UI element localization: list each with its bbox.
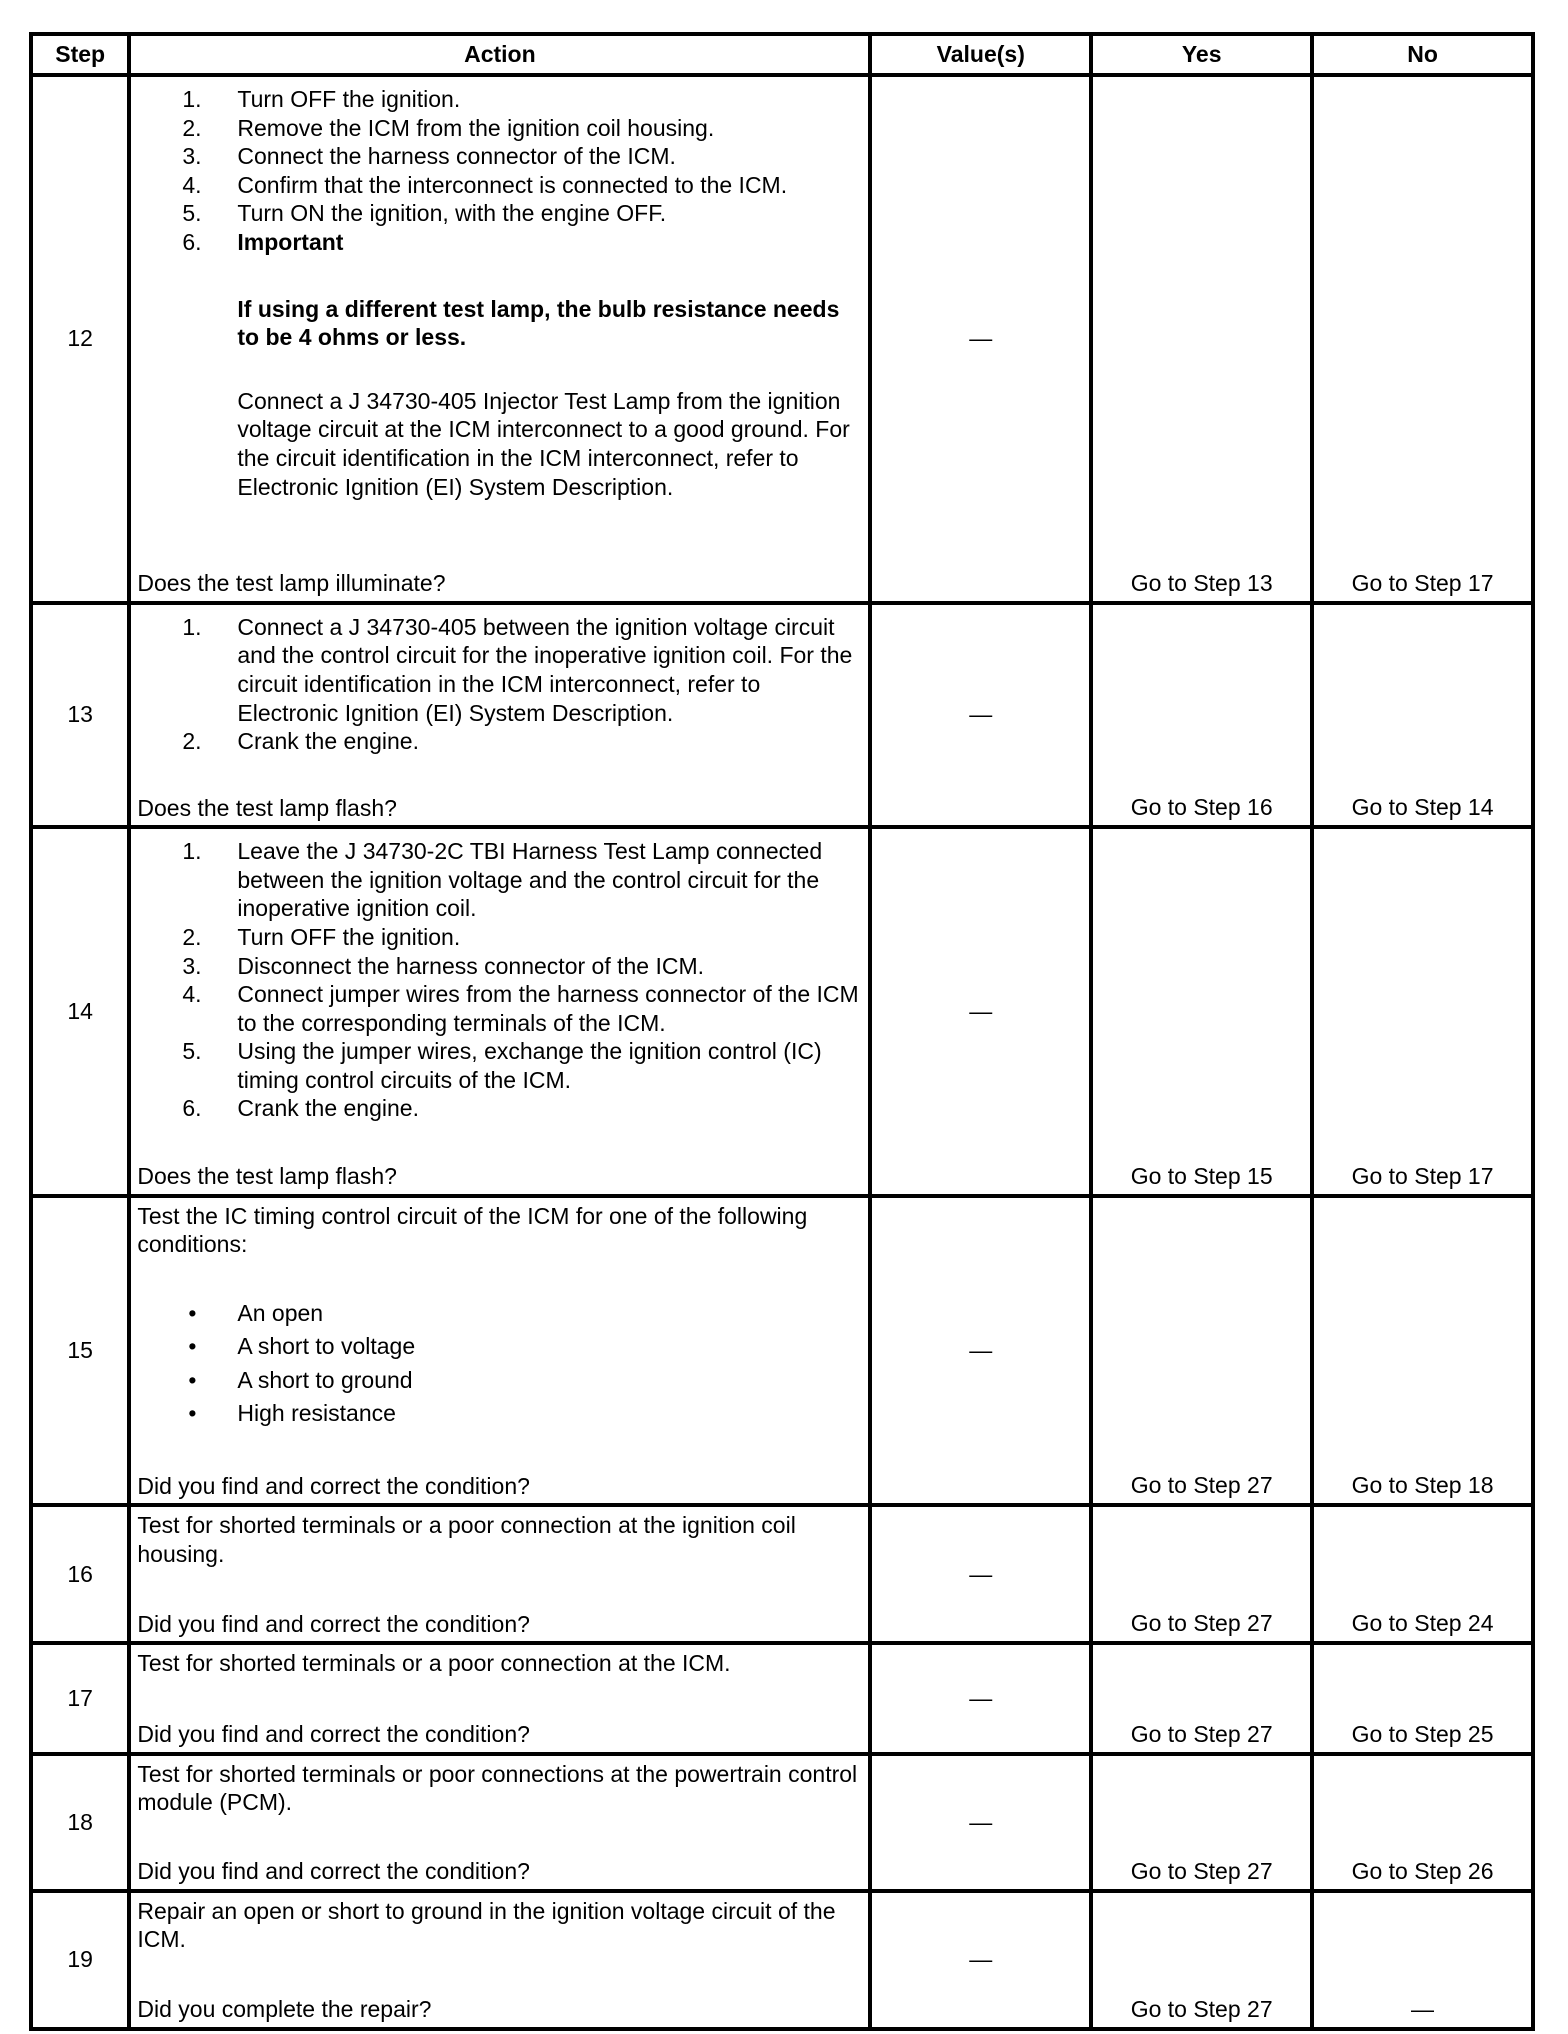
list-item: 2. Turn OFF the ignition. bbox=[182, 923, 461, 950]
important-label: Important bbox=[237, 228, 344, 255]
step-number: 14 bbox=[31, 827, 129, 1196]
bullet-icon: • bbox=[188, 1366, 197, 1393]
no-cell: Go to Step 17 bbox=[1312, 827, 1533, 1196]
action-question: Does the test lamp flash? bbox=[137, 1163, 397, 1190]
yes-cell: Go to Step 27 bbox=[1091, 1643, 1312, 1753]
no-cell: Go to Step 25 bbox=[1312, 1643, 1533, 1753]
value-cell: — bbox=[870, 75, 1091, 603]
action-text: Test for shorted terminals or poor connections at the powertrain control module (PCM). bbox=[137, 1760, 858, 1816]
bullet-icon: • bbox=[188, 1299, 197, 1326]
step-number: 16 bbox=[31, 1505, 129, 1643]
no-cell: Go to Step 17 bbox=[1312, 75, 1533, 603]
list-item: • A short to voltage bbox=[137, 1330, 860, 1364]
header-step: Step bbox=[31, 34, 129, 75]
table-row-step-18 bbox=[31, 1754, 1533, 1891]
action-question: Did you find and correct the condition? bbox=[137, 1472, 530, 1499]
list-item: 4. Connect jumper wires from the harness connector of the ICM to the corresponding terminals of the ICM. bbox=[182, 981, 859, 1036]
yes-cell: Go to Step 15 bbox=[1091, 827, 1312, 1196]
header-yes: Yes bbox=[1091, 34, 1312, 75]
action-question: Did you complete the repair? bbox=[137, 1996, 432, 2023]
value-cell: — bbox=[870, 1643, 1091, 1753]
table-row-step-19 bbox=[31, 1891, 1533, 2029]
condition-list bbox=[137, 1297, 860, 1431]
value-cell: — bbox=[870, 603, 1091, 827]
list-item: 4. Confirm that the interconnect is connected to the ICM. bbox=[182, 171, 788, 198]
list-item: 5. Using the jumper wires, exchange the ignition control (IC) timing control circuits of the ICM. bbox=[182, 1038, 822, 1093]
table-row-step-16 bbox=[31, 1505, 1533, 1643]
action-steps bbox=[137, 85, 860, 501]
yes-cell: Go to Step 13 bbox=[1091, 75, 1312, 603]
table-row-step-12 bbox=[31, 75, 1533, 603]
table-row-step-17 bbox=[31, 1643, 1533, 1753]
list-item: 3. Disconnect the harness connector of the ICM. bbox=[182, 952, 705, 979]
step-detail: Connect a J 34730-405 Injector Test Lamp from the ignition voltage circuit at the ICM interconnect to a good ground. For the circuit identification in the ICM interconnect, refer to Electronic Ignition (EI) System Description. bbox=[237, 387, 850, 500]
action-cell bbox=[129, 1754, 870, 1891]
value-cell: — bbox=[870, 1196, 1091, 1505]
step-number: 19 bbox=[31, 1891, 129, 2029]
step-number: 18 bbox=[31, 1754, 129, 1891]
value-cell: — bbox=[870, 1891, 1091, 2029]
important-note: If using a different test lamp, the bulb resistance needs to be 4 ohms or less. bbox=[237, 295, 840, 351]
action-text: Test for shorted terminals or a poor connection at the ignition coil housing. bbox=[137, 1512, 796, 1567]
list-item: • High resistance bbox=[137, 1397, 860, 1431]
no-cell: — bbox=[1312, 1891, 1533, 2029]
value-cell: — bbox=[870, 827, 1091, 1196]
bullet-icon: • bbox=[188, 1400, 197, 1427]
no-cell: Go to Step 18 bbox=[1312, 1196, 1533, 1505]
list-item: 2. Remove the ICM from the ignition coil housing. bbox=[182, 114, 715, 141]
no-cell: Go to Step 14 bbox=[1312, 603, 1533, 827]
step-number: 17 bbox=[31, 1643, 129, 1753]
action-cell bbox=[129, 1196, 870, 1505]
step-number: 15 bbox=[31, 1196, 129, 1505]
list-item: 1. Turn OFF the ignition. bbox=[182, 86, 461, 112]
action-cell bbox=[129, 1891, 870, 2029]
list-item: 2. Crank the engine. bbox=[182, 728, 419, 755]
action-cell bbox=[129, 1505, 870, 1643]
value-cell: — bbox=[870, 1505, 1091, 1643]
list-item: 3. Connect the harness connector of the ICM. bbox=[182, 143, 676, 170]
action-cell bbox=[129, 75, 870, 603]
action-question: Did you find and correct the condition? bbox=[137, 1610, 530, 1637]
action-cell bbox=[129, 827, 870, 1196]
action-question: Did you find and correct the condition? bbox=[137, 1720, 530, 1747]
table-row-step-15 bbox=[31, 1196, 1533, 1505]
action-question: Does the test lamp flash? bbox=[137, 794, 397, 821]
yes-cell: Go to Step 27 bbox=[1091, 1505, 1312, 1643]
diagnostic-table-page bbox=[29, 32, 1535, 2031]
list-item: 6. Crank the engine. bbox=[182, 1095, 419, 1122]
action-question: Does the test lamp illuminate? bbox=[137, 570, 446, 597]
yes-cell: Go to Step 27 bbox=[1091, 1754, 1312, 1891]
step-number: 12 bbox=[31, 75, 129, 603]
list-item: 1. Leave the J 34730-2C TBI Harness Test Lamp connected between the ignition voltage and the control circuit for the inoperative ignition coil. bbox=[182, 838, 823, 922]
action-question: Did you find and correct the condition? bbox=[137, 1858, 530, 1885]
action-cell bbox=[129, 1643, 870, 1753]
diagnostic-table bbox=[29, 32, 1535, 2031]
action-text: Test the IC timing control circuit of the ICM for one of the following conditions: bbox=[137, 1202, 808, 1258]
bullet-icon: • bbox=[188, 1333, 197, 1360]
yes-cell: Go to Step 27 bbox=[1091, 1891, 1312, 2029]
no-cell: Go to Step 26 bbox=[1312, 1754, 1533, 1891]
list-item: • An open bbox=[137, 1297, 860, 1331]
header-row bbox=[31, 34, 1533, 75]
header-no: No bbox=[1312, 34, 1533, 75]
no-cell: Go to Step 24 bbox=[1312, 1505, 1533, 1643]
step-number: 13 bbox=[31, 603, 129, 827]
value-cell: — bbox=[870, 1754, 1091, 1891]
action-text: Test for shorted terminals or a poor connection at the ICM. bbox=[137, 1650, 731, 1677]
yes-cell: Go to Step 27 bbox=[1091, 1196, 1312, 1505]
action-cell bbox=[129, 603, 870, 827]
table-row-step-13 bbox=[31, 603, 1533, 827]
list-item: 5. Turn ON the ignition, with the engine OFF. bbox=[182, 200, 667, 227]
action-steps bbox=[137, 837, 860, 1123]
list-item: 6. Important If using a different test lamp, the bulb resistance needs to be 4 ohms or less. Connect a J 34730-405 Injector Test Lamp from the ignition voltage circuit at the ICM interconnect to a good ground. For the circuit identification in the ICM interconnect, refer to Electronic Ignition (EI) System Description. bbox=[137, 228, 860, 501]
header-values: Value(s) bbox=[870, 34, 1091, 75]
action-text: Repair an open or short to ground in the ignition voltage circuit of the ICM. bbox=[137, 1897, 836, 1953]
header-action: Action bbox=[129, 34, 870, 75]
action-steps bbox=[137, 613, 860, 756]
list-item: 1. Connect a J 34730-405 between the ignition voltage circuit and the control circuit for the inoperative ignition coil. For the circuit identification in the ICM interconnect, refer to Electronic Ignition (EI) System Description. bbox=[182, 613, 853, 726]
yes-cell: Go to Step 16 bbox=[1091, 603, 1312, 827]
table-row-step-14 bbox=[31, 827, 1533, 1196]
list-item: • A short to ground bbox=[137, 1364, 860, 1398]
